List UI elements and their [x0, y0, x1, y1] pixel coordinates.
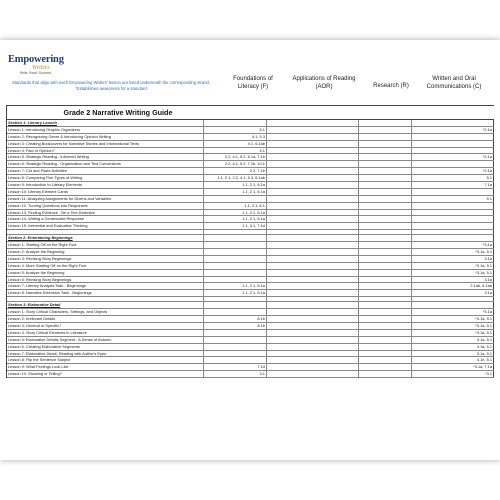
- research-cell: [359, 297, 413, 301]
- applications-cell: [267, 297, 359, 301]
- table-row: [7, 182, 494, 189]
- applications-cell: [267, 290, 359, 296]
- lesson-cell: Lesson 5: Analyze the Beginning: [7, 270, 204, 276]
- applications-cell: [267, 154, 359, 160]
- foundations-cell: [204, 357, 267, 363]
- research-cell: [359, 302, 413, 308]
- foundations-cell: 4.1: [204, 148, 267, 154]
- lesson-cell: Lesson 4: Story Critical Elements in Literature: [7, 330, 204, 336]
- foundations-cell: [204, 309, 267, 315]
- lesson-cell: Lesson 6: Revising Story Beginnings: [7, 277, 204, 283]
- communications-cell: *3.1a, 7.1a: [412, 364, 494, 370]
- research-cell: [359, 235, 413, 241]
- section-heading-row: [7, 302, 494, 309]
- foundations-cell: 1.1, 2.1, 6.1: [204, 203, 267, 209]
- applications-cell: [267, 127, 359, 133]
- research-cell: [359, 134, 413, 140]
- research-cell: [359, 141, 413, 147]
- table-title-row: [7, 106, 494, 120]
- table-row: [7, 270, 494, 277]
- foundations-cell: 1.1, 2.1, 2.2, 4.1, 5.3, 6.1ab: [204, 175, 267, 181]
- applications-cell: [267, 175, 359, 181]
- lesson-cell: Lesson 9: What Feelings Look Like: [7, 364, 204, 370]
- research-cell: [359, 337, 413, 343]
- communications-cell: 3.1a, 5.1: [412, 337, 494, 343]
- research-cell: [359, 330, 413, 336]
- table-row: [7, 256, 494, 263]
- research-cell: [359, 309, 413, 315]
- lesson-cell: Lesson 5: Strategic Reading - Informed Writing: [7, 154, 204, 160]
- research-cell: [359, 351, 413, 357]
- lesson-cell: Lesson 2: Analyze the Beginning: [7, 249, 204, 255]
- lesson-cell: [7, 297, 204, 301]
- table-row: [7, 290, 494, 297]
- table-row: [7, 316, 494, 323]
- applications-cell: [267, 364, 359, 370]
- table-row: [7, 249, 494, 256]
- communications-cell: *3.1a, 5.1: [412, 270, 494, 276]
- communications-cell: 4.1h, 5.1: [412, 357, 494, 363]
- table-row: [7, 263, 494, 270]
- applications-cell: [267, 242, 359, 248]
- lesson-cell: Lesson 7: Cut and Paste Activities: [7, 168, 204, 174]
- table-row: [7, 277, 494, 284]
- research-cell: [359, 316, 413, 322]
- foundations-cell: 7.1d: [204, 364, 267, 370]
- table-row: [7, 223, 494, 230]
- communications-cell: *3.1: [412, 371, 494, 377]
- communications-cell: [412, 141, 494, 147]
- applications-cell: [267, 230, 359, 234]
- table-row: [7, 203, 494, 210]
- lesson-cell: Lesson 5: Elaborative Details Segment - A Sense of Autumn: [7, 337, 204, 343]
- foundations-cell: 4.1, 6.1ab: [204, 141, 267, 147]
- applications-cell: [267, 203, 359, 209]
- logo-sub-text: Writers: [32, 65, 50, 71]
- table-row: [7, 216, 494, 223]
- applications-cell: [267, 120, 359, 126]
- narrative-writing-guide-table: [6, 105, 494, 378]
- research-cell: [359, 290, 413, 296]
- column-header-applications: Applications of Reading (AOR): [292, 76, 356, 90]
- research-cell: [359, 210, 413, 216]
- foundations-cell: 1.1, 2.1, 6.1a: [204, 182, 267, 188]
- applications-cell: [267, 309, 359, 315]
- communications-cell: *3.1a, 5.1: [412, 323, 494, 329]
- foundations-cell: 1.1, 2.1, 6.1a: [204, 210, 267, 216]
- applications-cell: [267, 182, 359, 188]
- communications-cell: [412, 210, 494, 216]
- applications-cell: [267, 223, 359, 229]
- table-row: [7, 168, 494, 175]
- research-cell: [359, 249, 413, 255]
- table-row: [7, 364, 494, 371]
- foundations-cell: [204, 270, 267, 276]
- foundations-cell: [204, 337, 267, 343]
- table-row: [7, 134, 494, 141]
- foundations-cell: 1.1, 3.1, 7.1d: [204, 223, 267, 229]
- applications-cell: [267, 168, 359, 174]
- research-cell: [359, 357, 413, 363]
- foundations-cell: [204, 256, 267, 262]
- foundations-cell: 5.1: [204, 127, 267, 133]
- lesson-cell: Lesson 15: Inferential and Evaluative Thinking: [7, 223, 204, 229]
- lesson-cell: Section 2: Entertaining Beginnings: [7, 235, 204, 241]
- table-row: [7, 283, 494, 290]
- applications-cell: [267, 344, 359, 350]
- foundations-cell: [204, 344, 267, 350]
- foundations-cell: [204, 196, 267, 202]
- communications-cell: 7.1a: [412, 182, 494, 188]
- lesson-cell: Lesson 14: Writing a Constructed Response: [7, 216, 204, 222]
- lesson-cell: Lesson 4: More Starting Off on the Right Foot: [7, 263, 204, 269]
- foundations-cell: 2.2, 4.1, 5.2, 6.1a, 7.1b: [204, 154, 267, 160]
- applications-cell: [267, 371, 359, 377]
- lesson-cell: Lesson 3: General or Specific?: [7, 323, 204, 329]
- foundations-cell: [204, 242, 267, 248]
- communications-cell: [412, 230, 494, 234]
- lesson-cell: Lesson 8: Narrative Extension Task - Beginnings: [7, 290, 204, 296]
- communications-cell: *3.1a: [412, 309, 494, 315]
- lesson-cell: Lesson 1: Story Critical Characters, Settings, and Objects: [7, 309, 204, 315]
- lesson-cell: Lesson 3: Creating Bookcovers for Narrative Stories and Informational Texts: [7, 141, 204, 147]
- table-row: [7, 337, 494, 344]
- foundations-cell: [204, 235, 267, 241]
- table-row: [7, 357, 494, 364]
- communications-cell: *2.1a: [412, 168, 494, 174]
- communications-cell: *3.1a, 5.1: [412, 330, 494, 336]
- table-row: [7, 141, 494, 148]
- communications-cell: [412, 148, 494, 154]
- communications-cell: [412, 120, 494, 126]
- table-row: [7, 127, 494, 134]
- communications-cell: 3.1a: [412, 256, 494, 262]
- research-cell: [359, 182, 413, 188]
- applications-cell: [267, 196, 359, 202]
- foundations-cell: 4.1, 5.3: [204, 134, 267, 140]
- section-heading-row: [7, 120, 494, 127]
- communications-cell: *2.1a: [412, 154, 494, 160]
- research-cell: [359, 283, 413, 289]
- lesson-cell: Lesson 4: Fact or Opinion?: [7, 148, 204, 154]
- table-row: [7, 351, 494, 358]
- communications-cell: [412, 235, 494, 241]
- foundations-cell: 1.1, 2.1, 6.1a: [204, 189, 267, 195]
- lesson-cell: Lesson 10: Showing or Telling?: [7, 371, 204, 377]
- logo-main-text: Empowering: [8, 54, 64, 65]
- table-row: [7, 344, 494, 351]
- foundations-cell: [204, 297, 267, 301]
- lesson-cell: Section 1: Literary Launch: [7, 120, 204, 126]
- communications-cell: 5.1: [412, 175, 494, 181]
- applications-cell: [267, 270, 359, 276]
- research-cell: [359, 120, 413, 126]
- applications-cell: [267, 148, 359, 154]
- applications-cell: [267, 357, 359, 363]
- foundations-cell: [204, 263, 267, 269]
- empowering-writers-logo: [8, 54, 78, 76]
- research-cell: [359, 344, 413, 350]
- logo-tagline: Write. Read. Succeed.: [20, 71, 52, 75]
- lesson-cell: Lesson 3: Revising Story Beginnings: [7, 256, 204, 262]
- lesson-cell: Lesson 13: Finding Evidence - Be a Text Detective: [7, 210, 204, 216]
- applications-cell: [267, 323, 359, 329]
- foundations-cell: 8.1b: [204, 316, 267, 322]
- lesson-cell: Lesson 2: Recognizing Genre & Introducing Opinion Writing: [7, 134, 204, 140]
- communications-cell: *3.1a, 5.1: [412, 316, 494, 322]
- communications-cell: [412, 223, 494, 229]
- research-cell: [359, 127, 413, 133]
- applications-cell: [267, 283, 359, 289]
- communications-cell: [412, 161, 494, 167]
- lesson-cell: Lesson 2: Irrelevant Details: [7, 316, 204, 322]
- research-cell: [359, 364, 413, 370]
- foundations-cell: [204, 351, 267, 357]
- research-cell: [359, 175, 413, 181]
- foundations-cell: 2.2, 4.1, 5.2, 7.1b, 10.1: [204, 161, 267, 167]
- research-cell: [359, 148, 413, 154]
- communications-cell: 2.1ab, 6.1ab: [412, 283, 494, 289]
- communications-cell: *2.1a: [412, 127, 494, 133]
- research-cell: [359, 223, 413, 229]
- communications-cell: *3.1a, 5.1: [412, 263, 494, 269]
- communications-cell: 3.1a: [412, 277, 494, 283]
- research-cell: [359, 216, 413, 222]
- foundations-cell: 3.1: [204, 371, 267, 377]
- foundations-cell: [204, 302, 267, 308]
- applications-cell: [267, 249, 359, 255]
- table-body: [7, 120, 494, 378]
- lesson-cell: Lesson 9: Introduction to Literary Elements: [7, 182, 204, 188]
- foundations-cell: 8.1b: [204, 323, 267, 329]
- table-row: [7, 309, 494, 316]
- lesson-cell: Section 3: Elaborative Detail: [7, 302, 204, 308]
- applications-cell: [267, 351, 359, 357]
- applications-cell: [267, 134, 359, 140]
- lesson-cell: Lesson 8: Comparing Five Types of Writing: [7, 175, 204, 181]
- foundations-cell: [204, 120, 267, 126]
- applications-cell: [267, 330, 359, 336]
- foundations-cell: 1.1, 2.1, 6.1a: [204, 290, 267, 296]
- communications-cell: 3.1a, 5.1: [412, 351, 494, 357]
- research-cell: [359, 323, 413, 329]
- column-header-research: Research (R): [373, 83, 409, 89]
- table-row: [7, 148, 494, 155]
- applications-cell: [267, 189, 359, 195]
- applications-cell: [267, 256, 359, 262]
- column-header-foundations: Foundations of Literacy (F): [233, 76, 273, 90]
- foundations-cell: [204, 330, 267, 336]
- lesson-cell: Lesson 10: Literary Element Cards: [7, 189, 204, 195]
- applications-cell: [267, 161, 359, 167]
- lesson-cell: Lesson 7: Elaborative Detail- Reading with Author's Eyes: [7, 351, 204, 357]
- lesson-cell: Lesson 1: Starting Off on the Right Foot: [7, 242, 204, 248]
- communications-cell: [412, 297, 494, 301]
- table-title: Grade 2 Narrative Writing Guide: [63, 108, 173, 117]
- foundations-cell: [204, 230, 267, 234]
- table-row: [7, 154, 494, 161]
- table-row: [7, 330, 494, 337]
- applications-cell: [267, 210, 359, 216]
- communications-cell: [412, 203, 494, 209]
- applications-cell: [267, 337, 359, 343]
- communications-cell: [412, 134, 494, 140]
- research-cell: [359, 263, 413, 269]
- lesson-cell: Lesson 7: Literary Analysis Task - Beginnings: [7, 283, 204, 289]
- research-cell: [359, 154, 413, 160]
- applications-cell: [267, 235, 359, 241]
- applications-cell: [267, 302, 359, 308]
- table-row: [7, 196, 494, 203]
- applications-cell: [267, 216, 359, 222]
- research-cell: [359, 270, 413, 276]
- foundations-cell: [204, 249, 267, 255]
- table-row: [7, 242, 494, 249]
- lesson-cell: Lesson 6: Creating Elaborative Segments: [7, 344, 204, 350]
- communications-cell: 5.1: [412, 196, 494, 202]
- research-cell: [359, 161, 413, 167]
- research-cell: [359, 168, 413, 174]
- foundations-cell: [204, 277, 267, 283]
- lesson-cell: Lesson 12: Turning Questions into Responses: [7, 203, 204, 209]
- research-cell: [359, 203, 413, 209]
- table-row: [7, 189, 494, 196]
- research-cell: [359, 256, 413, 262]
- table-row: [7, 371, 494, 378]
- table-row: [7, 210, 494, 217]
- research-cell: [359, 242, 413, 248]
- communications-cell: *3.1a: [412, 242, 494, 248]
- research-cell: [359, 230, 413, 234]
- table-row: [7, 323, 494, 330]
- communications-cell: [412, 216, 494, 222]
- lesson-cell: Lesson 6: Strategic Reading - Organization and Text Conventions: [7, 161, 204, 167]
- research-cell: [359, 371, 413, 377]
- communications-cell: [412, 302, 494, 308]
- communications-cell: 3.1a, 5.1: [412, 344, 494, 350]
- applications-cell: [267, 263, 359, 269]
- lesson-cell: [7, 230, 204, 234]
- column-header-communications: Written and Oral Communications (C): [426, 76, 482, 90]
- foundations-cell: 1.1, 2.1, 6.1a: [204, 283, 267, 289]
- applications-cell: [267, 141, 359, 147]
- table-row: [7, 175, 494, 182]
- table-row: [7, 161, 494, 168]
- research-cell: [359, 189, 413, 195]
- communications-cell: 3.1a: [412, 290, 494, 296]
- applications-cell: [267, 316, 359, 322]
- lesson-cell: Lesson 11: Analyzing Assignments for Givens and Variables: [7, 196, 204, 202]
- communications-cell: [412, 189, 494, 195]
- research-cell: [359, 277, 413, 283]
- communications-cell: *3.1a, 5.1: [412, 249, 494, 255]
- section-heading-row: [7, 235, 494, 242]
- foundations-cell: 1.1, 2.1, 6.1a: [204, 216, 267, 222]
- applications-cell: [267, 277, 359, 283]
- standards-note: Standards that align with each Empowering Writers' lesson are listed underneath the corresponding strand. *Establishes awareness for a standard: [11, 80, 211, 91]
- document-page: [0, 40, 500, 460]
- lesson-cell: Lesson 1: Introducing Graphic Organizers: [7, 127, 204, 133]
- research-cell: [359, 196, 413, 202]
- foundations-cell: 2.2, 7.1b: [204, 168, 267, 174]
- lesson-cell: Lesson 8: Flip the Sentence Subject: [7, 357, 204, 363]
